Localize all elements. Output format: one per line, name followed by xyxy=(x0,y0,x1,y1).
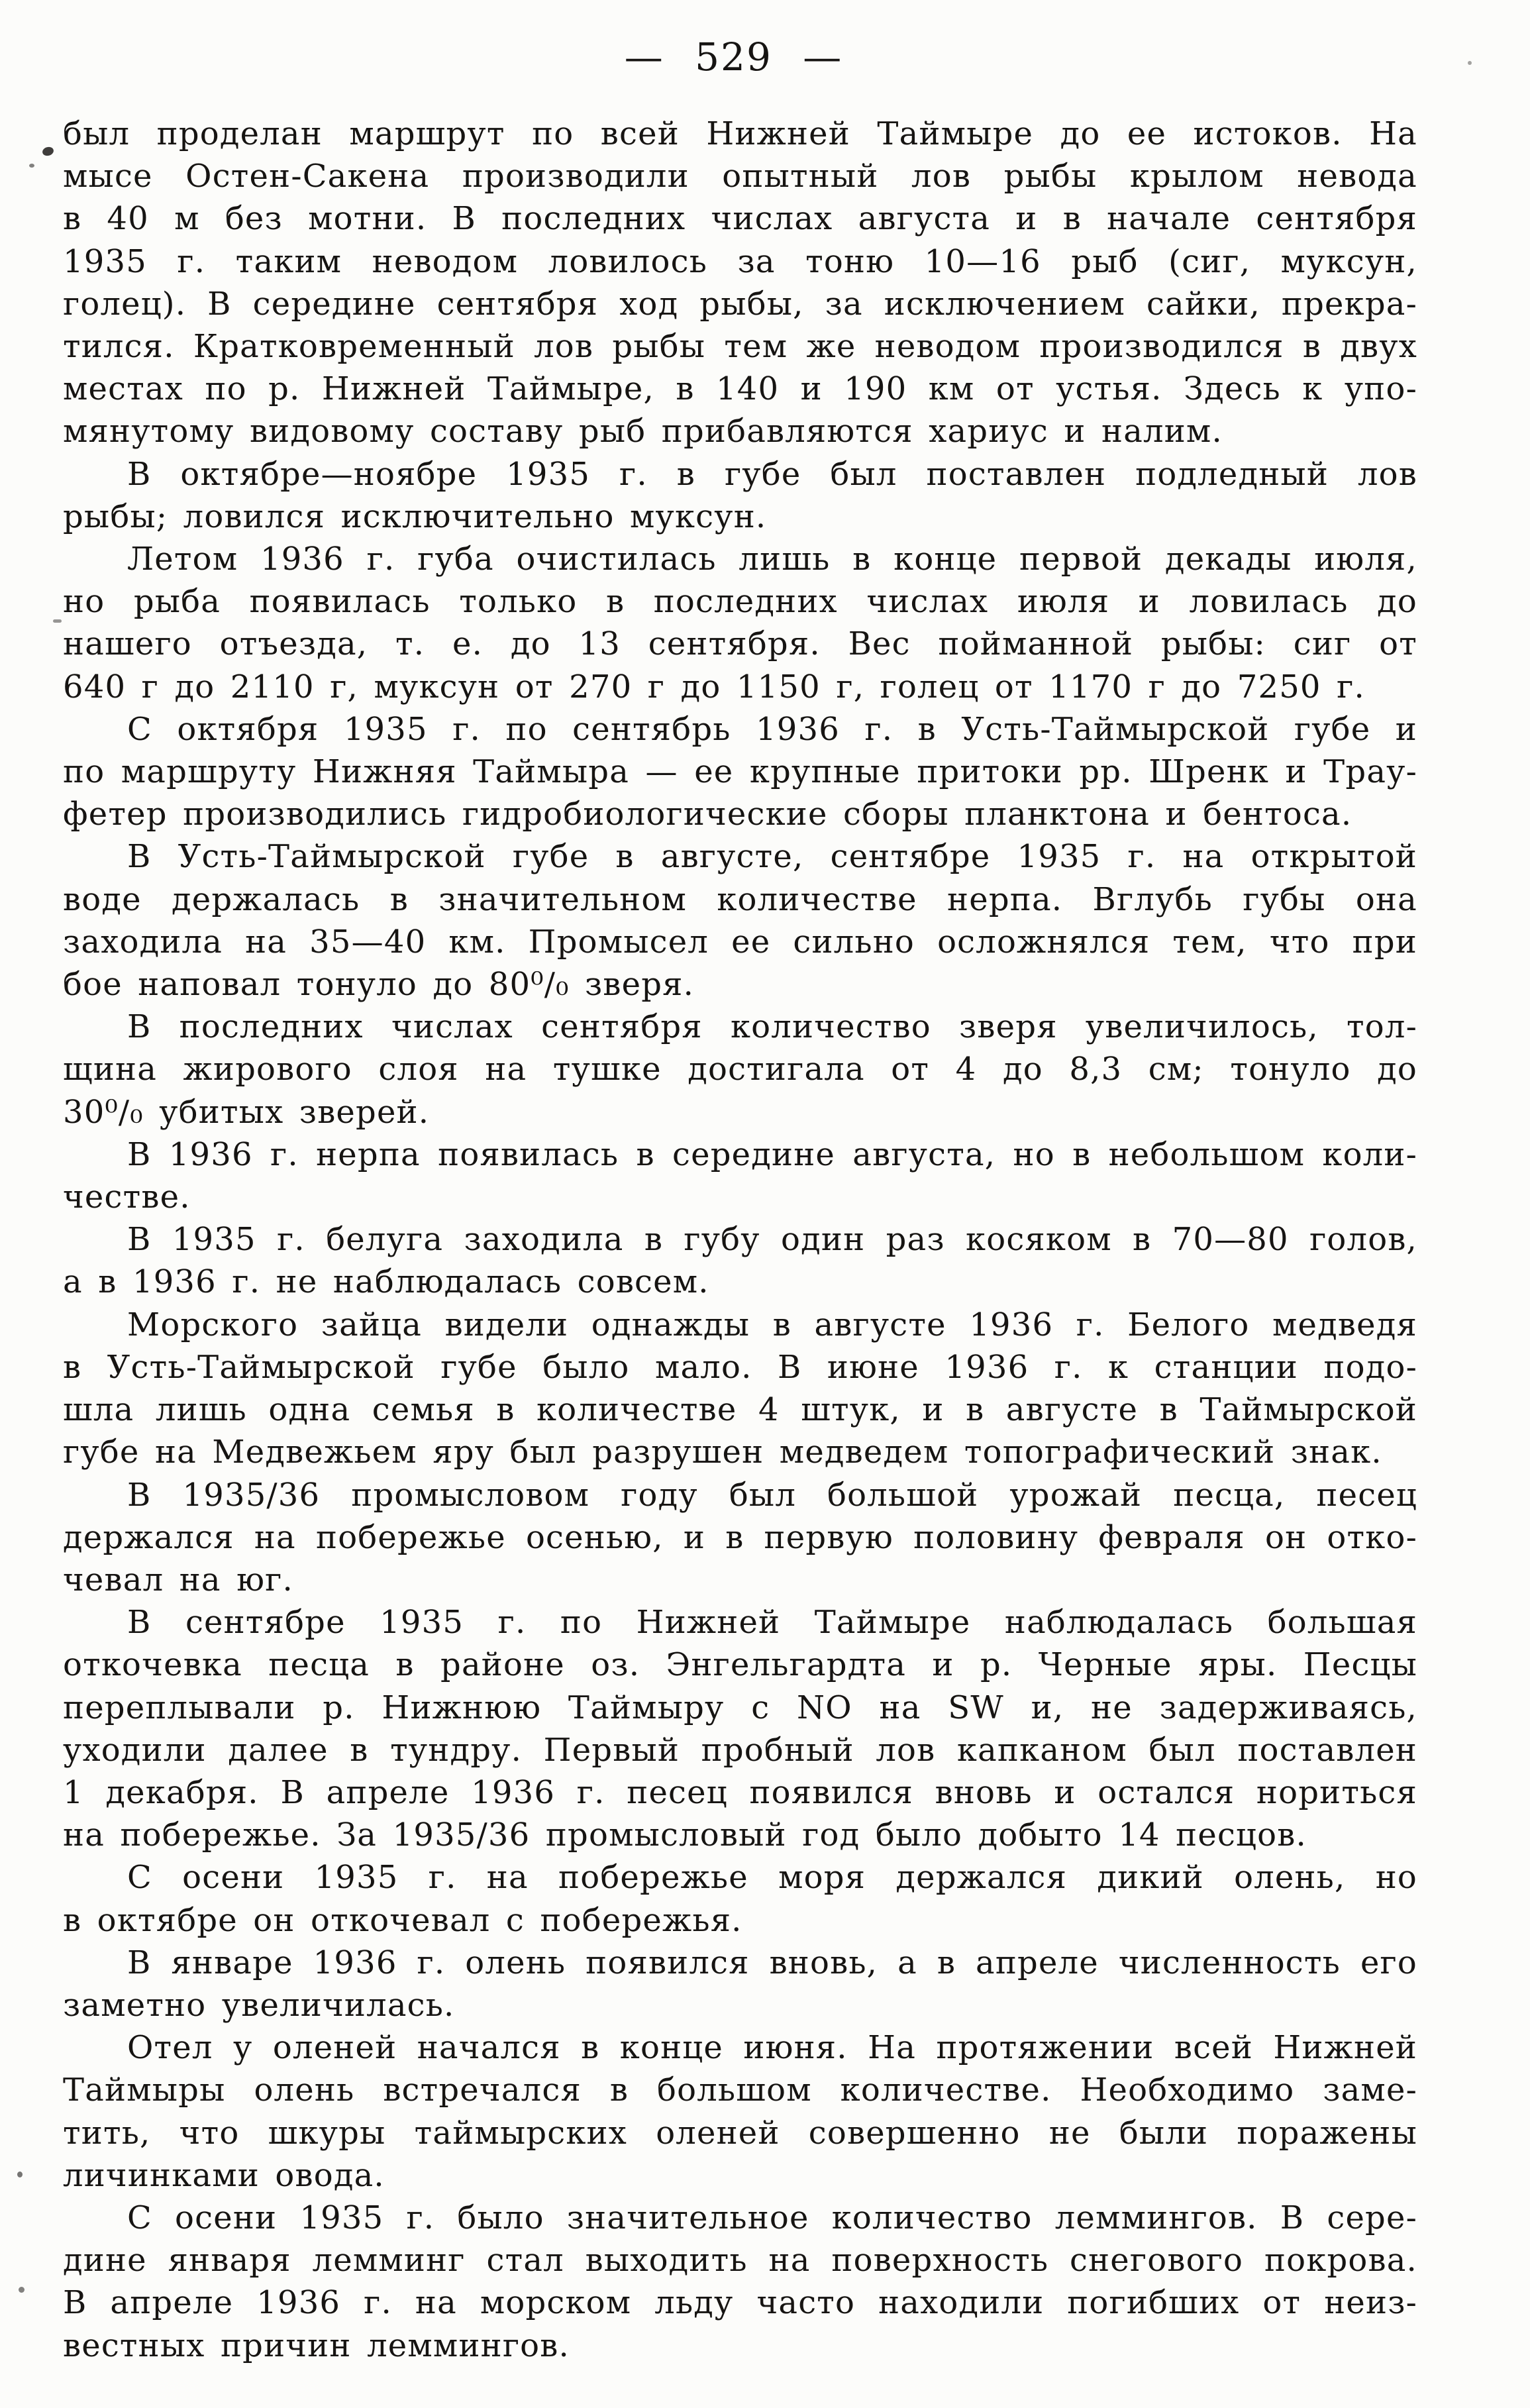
text-line: на побережье. За 1935/36 промысловый год было добыто 14 песцов. xyxy=(63,1816,1307,1854)
paragraph xyxy=(63,1304,1417,1474)
text-line: заходила на 35—40 км. Промысел ее сильно осложнялся тем, что при xyxy=(63,923,1417,961)
text-line: чевал на юг. xyxy=(63,1561,293,1598)
text-line: Летом 1936 г. губа очистилась лишь в конце первой декады июля, xyxy=(127,541,1417,578)
text-line: В апреле 1936 г. на морском льду часто находили погибших от неиз- xyxy=(63,2284,1417,2322)
text-line: голец). В середине сентября ход рыбы, за исключением сайки, прекра- xyxy=(63,285,1417,323)
text-line: Таймыры олень встречался в большом количестве. Необходимо заме- xyxy=(63,2071,1417,2109)
paragraph xyxy=(63,1942,1417,2026)
scan-speck xyxy=(29,164,34,168)
paragraph xyxy=(63,1006,1417,1133)
text-line: откочевка песца в районе оз. Энгельгардта и р. Черные яры. Песцы xyxy=(63,1646,1417,1684)
text-line: 30⁰/₀ убитых зверей. xyxy=(63,1093,430,1131)
body-text xyxy=(63,113,1417,2367)
text-line: дине января лемминг стал выходить на поверхность снегового покрова. xyxy=(63,2242,1417,2279)
paragraph xyxy=(63,1133,1417,1218)
text-line: щина жирового слоя на тушке достигала от 4 до 8,3 см; тонуло до xyxy=(63,1051,1417,1088)
text-line: Морского зайца видели однажды в августе 1936 г. Белого медведя xyxy=(127,1306,1417,1343)
text-line: личинками овода. xyxy=(63,2156,385,2194)
paragraph xyxy=(63,113,1417,453)
paragraph xyxy=(63,708,1417,836)
paragraph xyxy=(63,538,1417,708)
text-line: держался на побережье осенью, и в первую половину февраля он отко- xyxy=(63,1518,1417,1556)
text-line: в 40 м без мотни. В последних числах августа и в начале сентября xyxy=(63,200,1417,238)
text-line: В последних числах сентября количество зверя увеличилось, тол- xyxy=(127,1008,1417,1046)
text-line: С осени 1935 г. было значительное количество леммингов. В сере- xyxy=(127,2199,1417,2236)
text-line: 1935 г. таким неводом ловилось за тоню 10—16 рыб (сиг, муксун, xyxy=(63,242,1417,280)
text-line: В сентябре 1935 г. по Нижней Таймыре наблюдалась большая xyxy=(127,1604,1417,1642)
paragraph xyxy=(63,453,1417,538)
paragraph xyxy=(63,1601,1417,1856)
paragraph xyxy=(63,1856,1417,1941)
paragraph xyxy=(63,2026,1417,2197)
text-line: воде держалась в значительном количестве нерпа. Вглубь губы она xyxy=(63,880,1417,918)
text-line: 640 г до 2110 г, муксун от 270 г до 1150 г, голец от 1170 г до 7250 г. xyxy=(63,668,1365,706)
text-line: мысе Остен-Сакена производили опытный лов рыбы крылом невода xyxy=(63,158,1417,195)
text-line: В октябре—ноябре 1935 г. в губе был поставлен подледный лов xyxy=(127,455,1417,493)
text-line: В 1935/36 промысловом году был большой урожай песца, песец xyxy=(127,1476,1417,1514)
text-line: фетер производились гидробиологические сборы планктона и бентоса. xyxy=(63,796,1352,833)
text-line: В 1935 г. белуга заходила в губу один раз косяком в 70—80 голов, xyxy=(127,1221,1417,1259)
page-number: — 529 — xyxy=(624,34,843,79)
text-line: рыбы; ловился исключительно муксун. xyxy=(63,497,767,535)
text-line: мянутому видовому составу рыб прибавляются хариус и налим. xyxy=(63,413,1223,450)
text-line: в Усть-Таймырской губе было мало. В июне 1936 г. к станции подо- xyxy=(63,1348,1417,1386)
text-line: уходили далее в тундру. Первый пробный лов капканом был поставлен xyxy=(63,1731,1417,1769)
text-line: по маршруту Нижняя Таймыра — ее крупные притоки рр. Шренк и Трау- xyxy=(63,753,1417,791)
text-line: вестных причин леммингов. xyxy=(63,2327,570,2364)
text-line: а в 1936 г. не наблюдалась совсем. xyxy=(63,1263,709,1301)
text-line: в октябре он откочевал с побережья. xyxy=(63,1901,742,1939)
text-line: местах по р. Нижней Таймыре, в 140 и 190 км от устья. Здесь к упо- xyxy=(63,370,1417,408)
paragraph xyxy=(63,835,1417,1006)
scan-speck xyxy=(19,2287,25,2293)
text-line: С осени 1935 г. на побережье моря держался дикий олень, но xyxy=(127,1859,1417,1897)
text-line: губе на Медвежьем яру был разрушен медведем топографический знак. xyxy=(63,1434,1382,1471)
text-line: В Усть-Таймырской губе в августе, сентябре 1935 г. на открытой xyxy=(127,838,1417,876)
text-line: но рыба появилась только в последних числах июля и ловилась до xyxy=(63,583,1417,621)
text-line: тился. Кратковременный лов рыбы тем же неводом производился в двух xyxy=(63,328,1417,366)
text-line: был проделан маршрут по всей Нижней Таймыре до ее истоков. На xyxy=(63,115,1417,152)
paragraph xyxy=(63,1474,1417,1602)
text-line: В 1936 г. нерпа появилась в середине августа, но в небольшом коли- xyxy=(127,1135,1417,1173)
text-line: переплывали р. Нижнюю Таймыру с NO на SW и, не задерживаясь, xyxy=(63,1689,1417,1726)
paragraph xyxy=(63,2197,1417,2367)
paragraph xyxy=(63,1218,1417,1303)
text-line: шла лишь одна семья в количестве 4 штук, и в августе в Таймырской xyxy=(63,1391,1417,1429)
scan-speck xyxy=(1468,61,1472,65)
scan-speck xyxy=(42,146,55,157)
text-line: бое наповал тонуло до 80⁰/₀ зверя. xyxy=(63,966,695,1004)
scan-speck xyxy=(17,2172,23,2177)
text-line: заметно увеличилась. xyxy=(63,1986,455,2024)
text-line: С октября 1935 г. по сентябрь 1936 г. в Усть-Таймырской губе и xyxy=(127,710,1417,748)
text-line: В январе 1936 г. олень появился вновь, а в апреле численность его xyxy=(127,1944,1417,1981)
scan-speck xyxy=(53,619,62,623)
text-line: 1 декабря. В апреле 1936 г. песец появился вновь и остался нориться xyxy=(63,1773,1417,1811)
text-line: тить, что шкуры таймырских оленей совершенно не были поражены xyxy=(63,2114,1417,2152)
text-line: нашего отъезда, т. е. до 13 сентября. Вес пойманной рыбы: сиг от xyxy=(63,625,1417,663)
text-line: Отел у оленей начался в конце июня. На протяжении всей Нижней xyxy=(127,2029,1417,2067)
text-line: честве. xyxy=(63,1178,191,1216)
